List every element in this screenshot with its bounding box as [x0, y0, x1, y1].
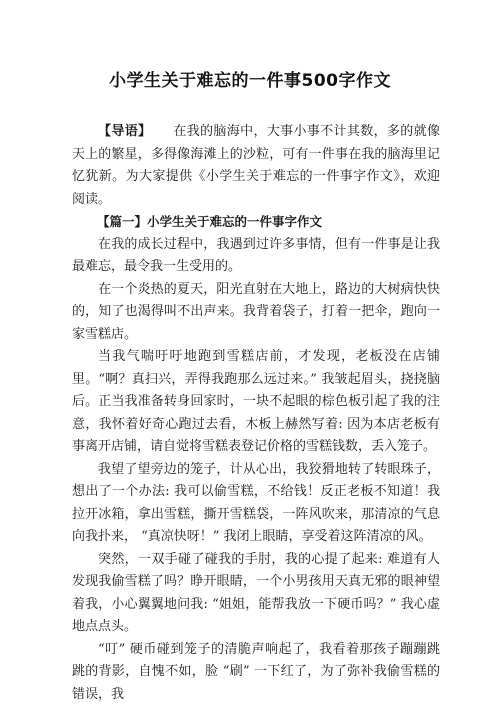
- intro-label: 【导语】: [98, 124, 151, 139]
- document-body: [72, 121, 440, 706]
- paragraph-6: “叮” 硬币碰到笼子的清脆声响起了，我看着那孩子蹦蹦跳跳的背影，自愧不如，脸 “刷” 一下红了，为了弥补我偷雪糕的错误，我: [72, 639, 440, 706]
- document-title: 小学生关于难忘的一件事500字作文: [0, 66, 500, 91]
- paragraph-2: 在一个炎热的夏天，阳光直射在大地上，路边的大树病快快的，知了也渴得叫不出声来。我背着袋子，打着一把伞，跑向一家雪糕店。: [72, 279, 440, 347]
- paragraph-4: 我望了望旁边的笼子，计从心出，我狡猾地转了转眼珠子，想出了一个办法: 我可以偷雪糕，不给钱！反正老板不知道！我拉开冰箱，拿出雪糕，撕开雪糕袋，一阵风吹来，那清凉的气息向我扑来， “真凉快呀！” 我闭上眼睛，享受着这阵清凉的风。: [72, 459, 440, 549]
- section-heading: 【篇一】小学生关于难忘的一件事字作文: [72, 211, 440, 234]
- intro-paragraph: [72, 121, 440, 211]
- intro-text: 在我的脑海中，大事小事不计其数，多的就像天上的繁星，多得像海滩上的沙粒，可有一件事在我的脑海里记忆犹新。为大家提供《小学生关于难忘的一件事字作文》，欢迎阅读。: [72, 124, 440, 207]
- paragraph-5: 突然，一双手碰了碰我的手肘，我的心提了起来: 难道有人发现我偷雪糕了吗？睁开眼睛，一个小男孩用天真无邪的眼神望着我，小心翼翼地问我: “姐姐，能帮我放一下硬币吗？” 我心虚地点点头。: [72, 549, 440, 639]
- paragraph-3: 当我气喘吁吁地跑到雪糕店前，才发现，老板没在店铺里。“啊？真扫兴，弄得我跑那么远过来。” 我皱起眉头，挠挠脑后。正当我准备转身回家时，一块不起眼的棕色板引起了我的注意，我怀着好奇心跑过去看，木板上赫然写着: 因为本店老板有事离开店铺，请自觉将雪糕表登记价格的雪糕钱数，丢入笼子。: [72, 346, 440, 459]
- paragraph-1: 在我的成长过程中，我遇到过许多事情，但有一件事是让我最难忘，最令我一生受用的。: [72, 234, 440, 279]
